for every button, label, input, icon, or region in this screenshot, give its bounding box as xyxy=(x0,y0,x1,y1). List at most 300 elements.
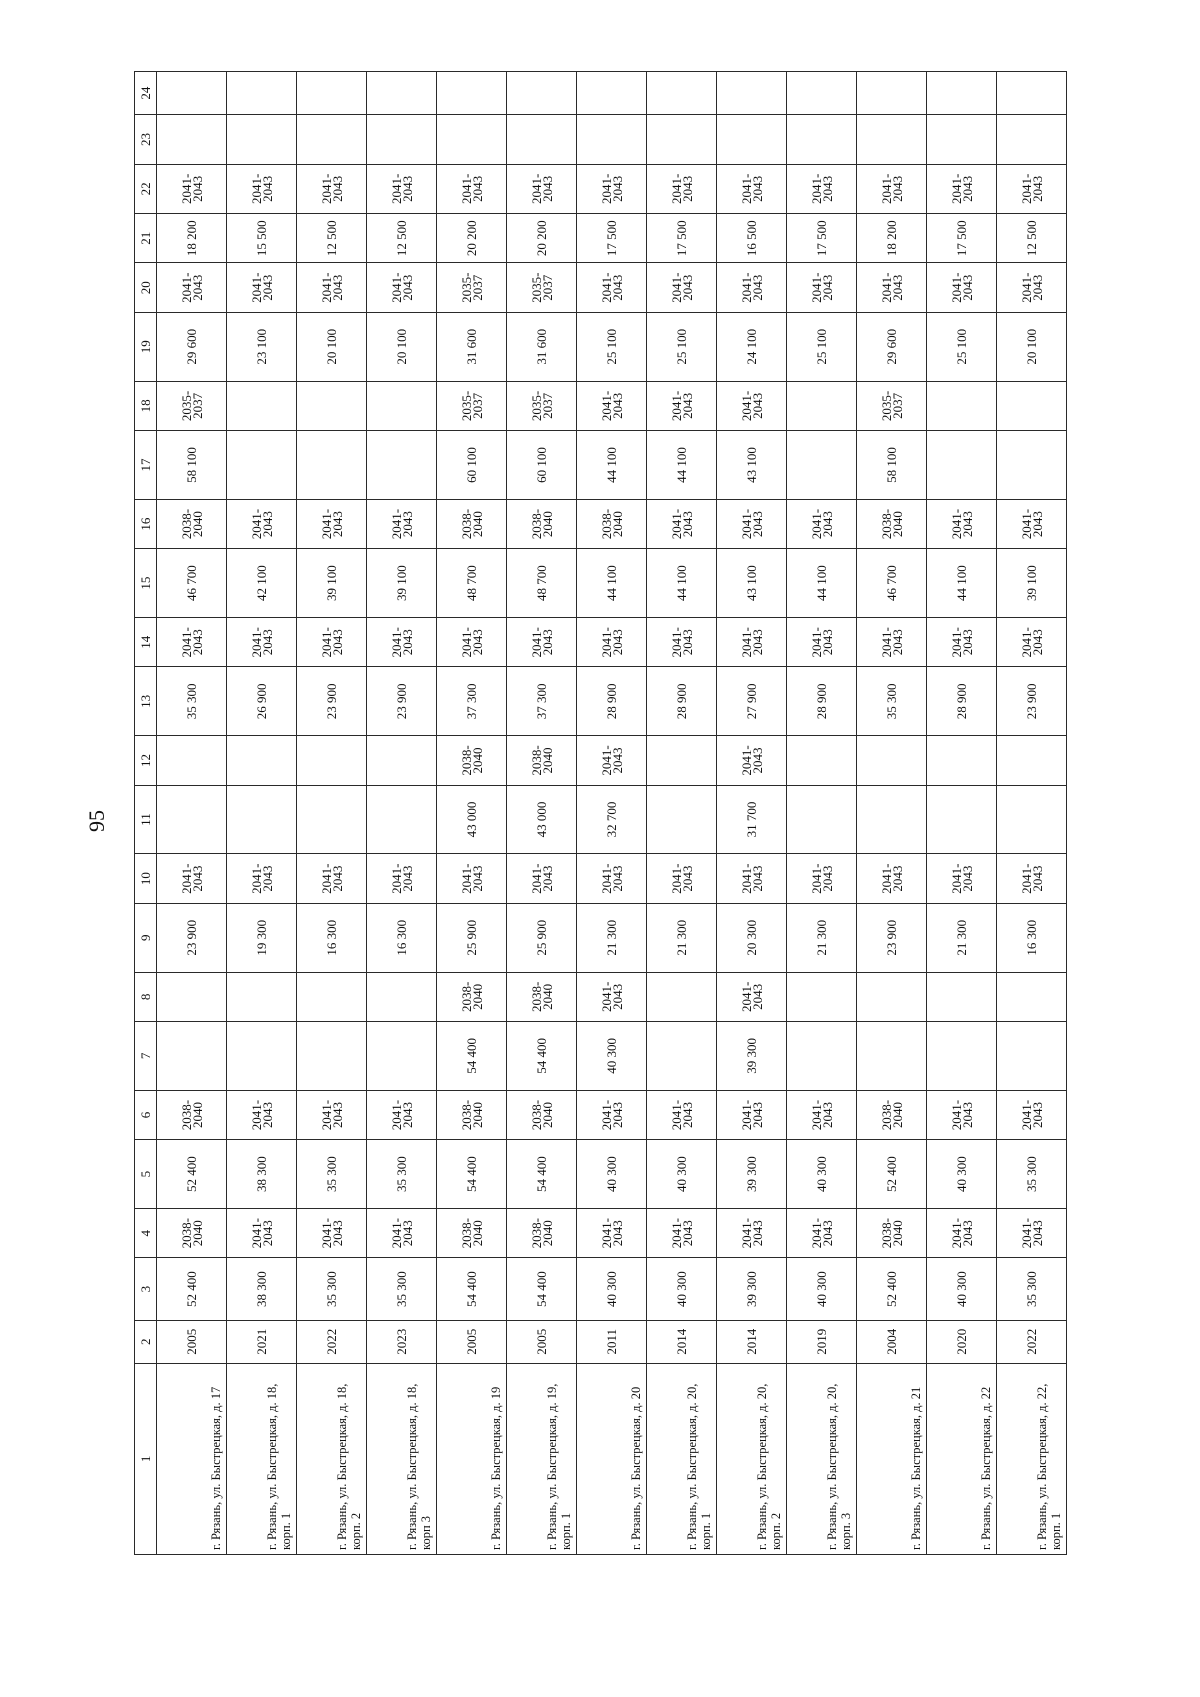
cost-cell: 54 400 xyxy=(507,1140,577,1209)
cost-cell: 35 300 xyxy=(997,1140,1067,1209)
column-header-13: 13 xyxy=(135,667,157,736)
table-row xyxy=(157,72,227,1555)
table-row xyxy=(927,72,997,1555)
cost-cell xyxy=(507,115,577,164)
cost-cell: 26 900 xyxy=(227,667,297,736)
period-cell: 2041-2043 xyxy=(227,499,297,548)
column-header-18: 18 xyxy=(135,381,157,430)
cost-cell xyxy=(787,785,857,854)
cost-cell xyxy=(227,431,297,500)
period-cell: 2038-2040 xyxy=(577,499,647,548)
cost-cell: 29 600 xyxy=(157,312,227,381)
cost-cell: 40 300 xyxy=(647,1258,717,1320)
column-header-9: 9 xyxy=(135,903,157,972)
period-cell: 2041-2043 xyxy=(367,263,437,312)
column-header-24: 24 xyxy=(135,72,157,115)
column-header-17: 17 xyxy=(135,431,157,500)
cost-cell xyxy=(297,1022,367,1091)
period-cell: 2038-2040 xyxy=(437,972,507,1021)
cost-cell: 23 100 xyxy=(227,312,297,381)
period-cell: 2041-2043 xyxy=(997,164,1067,213)
cost-cell xyxy=(367,115,437,164)
period-cell: 2041-2043 xyxy=(227,618,297,667)
cost-cell: 35 300 xyxy=(367,1140,437,1209)
period-cell: 2041-2043 xyxy=(577,263,647,312)
period-cell: 2041-2043 xyxy=(787,854,857,903)
cost-cell xyxy=(297,972,367,1021)
cost-cell: 44 100 xyxy=(787,549,857,618)
period-cell: 2041-2043 xyxy=(367,164,437,213)
period-cell: 2035-2037 xyxy=(437,381,507,430)
year-cell: 2005 xyxy=(157,1320,227,1363)
address-cell: г. Рязань, ул. Быстрецкая, д. 18, корп. 2 xyxy=(297,1363,367,1554)
table-body xyxy=(157,72,1067,1555)
period-cell: 2041-2043 xyxy=(297,1208,367,1257)
period-cell: 2038-2040 xyxy=(507,972,577,1021)
table-row xyxy=(787,72,857,1555)
cost-cell xyxy=(367,785,437,854)
period-cell: 2041-2043 xyxy=(717,854,787,903)
cost-cell: 28 900 xyxy=(577,667,647,736)
address-cell: г. Рязань, ул. Быстрецкая, д. 20, корп. 3 xyxy=(787,1363,857,1554)
period-cell: 2041-2043 xyxy=(647,1090,717,1139)
cost-cell xyxy=(157,785,227,854)
cost-cell: 18 200 xyxy=(857,214,927,263)
cost-cell: 23 900 xyxy=(367,667,437,736)
cost-cell: 40 300 xyxy=(787,1140,857,1209)
cost-cell xyxy=(997,431,1067,500)
period-cell: 2038-2040 xyxy=(857,1208,927,1257)
cost-cell xyxy=(927,381,997,430)
period-cell: 2038-2040 xyxy=(507,736,577,785)
cost-cell xyxy=(927,431,997,500)
period-cell: 2041-2043 xyxy=(367,499,437,548)
cost-cell: 37 300 xyxy=(507,667,577,736)
cost-cell xyxy=(787,1022,857,1091)
cost-cell xyxy=(787,736,857,785)
cost-cell: 20 200 xyxy=(507,214,577,263)
period-cell: 2041-2043 xyxy=(787,1090,857,1139)
cost-cell xyxy=(997,785,1067,854)
period-cell: 2041-2043 xyxy=(577,1208,647,1257)
cost-cell: 20 100 xyxy=(997,312,1067,381)
cost-cell: 12 500 xyxy=(297,214,367,263)
cost-cell xyxy=(437,72,507,115)
period-cell: 2041-2043 xyxy=(227,1090,297,1139)
cost-cell xyxy=(927,72,997,115)
period-cell: 2041-2043 xyxy=(927,164,997,213)
cost-cell xyxy=(997,381,1067,430)
cost-cell: 40 300 xyxy=(927,1258,997,1320)
cost-cell: 40 300 xyxy=(577,1258,647,1320)
cost-cell: 43 100 xyxy=(717,431,787,500)
cost-cell: 21 300 xyxy=(787,903,857,972)
cost-cell: 25 100 xyxy=(927,312,997,381)
period-cell: 2041-2043 xyxy=(997,854,1067,903)
period-cell: 2035-2037 xyxy=(857,381,927,430)
cost-cell: 54 400 xyxy=(437,1140,507,1209)
cost-cell xyxy=(227,1022,297,1091)
period-cell: 2038-2040 xyxy=(437,1090,507,1139)
period-cell: 2041-2043 xyxy=(997,1208,1067,1257)
cost-cell xyxy=(227,72,297,115)
column-header-5: 5 xyxy=(135,1140,157,1209)
cost-cell xyxy=(997,1022,1067,1091)
cost-cell xyxy=(367,431,437,500)
column-header-19: 19 xyxy=(135,312,157,381)
cost-cell: 31 600 xyxy=(507,312,577,381)
cost-cell xyxy=(857,736,927,785)
period-cell: 2041-2043 xyxy=(717,972,787,1021)
cost-cell xyxy=(927,115,997,164)
cost-cell xyxy=(297,736,367,785)
period-cell: 2041-2043 xyxy=(857,854,927,903)
column-number-header-row xyxy=(135,72,157,1555)
period-cell: 2041-2043 xyxy=(297,854,367,903)
cost-cell: 48 700 xyxy=(437,549,507,618)
cost-cell: 25 900 xyxy=(437,903,507,972)
period-cell: 2041-2043 xyxy=(647,618,717,667)
period-cell: 2035-2037 xyxy=(157,381,227,430)
cost-cell: 28 900 xyxy=(647,667,717,736)
cost-cell: 40 300 xyxy=(577,1022,647,1091)
cost-cell: 35 300 xyxy=(367,1258,437,1320)
cost-cell xyxy=(227,785,297,854)
cost-cell: 54 400 xyxy=(437,1258,507,1320)
period-cell: 2038-2040 xyxy=(857,499,927,548)
period-cell: 2041-2043 xyxy=(367,1090,437,1139)
column-header-23: 23 xyxy=(135,115,157,164)
address-cell: г. Рязань, ул. Быстрецкая, д. 18, корп 3 xyxy=(367,1363,437,1554)
period-cell: 2041-2043 xyxy=(437,854,507,903)
period-cell: 2041-2043 xyxy=(577,618,647,667)
column-header-15: 15 xyxy=(135,549,157,618)
year-cell: 2019 xyxy=(787,1320,857,1363)
period-cell: 2041-2043 xyxy=(927,1208,997,1257)
cost-cell: 39 300 xyxy=(717,1022,787,1091)
period-cell: 2041-2043 xyxy=(717,618,787,667)
column-header-10: 10 xyxy=(135,854,157,903)
period-cell: 2041-2043 xyxy=(297,263,367,312)
cost-cell: 17 500 xyxy=(647,214,717,263)
cost-cell: 28 900 xyxy=(787,667,857,736)
cost-cell xyxy=(297,72,367,115)
column-header-22: 22 xyxy=(135,164,157,213)
cost-cell: 21 300 xyxy=(577,903,647,972)
period-cell: 2041-2043 xyxy=(227,854,297,903)
cost-cell xyxy=(157,972,227,1021)
cost-cell: 48 700 xyxy=(507,549,577,618)
period-cell: 2038-2040 xyxy=(857,1090,927,1139)
period-cell: 2041-2043 xyxy=(717,263,787,312)
cost-cell: 25 100 xyxy=(787,312,857,381)
cost-cell xyxy=(437,115,507,164)
cost-cell: 29 600 xyxy=(857,312,927,381)
cost-cell: 20 300 xyxy=(717,903,787,972)
cost-cell xyxy=(367,1022,437,1091)
cost-cell: 38 300 xyxy=(227,1258,297,1320)
period-cell: 2041-2043 xyxy=(297,499,367,548)
period-cell: 2038-2040 xyxy=(507,499,577,548)
period-cell: 2041-2043 xyxy=(297,1090,367,1139)
cost-cell xyxy=(507,72,577,115)
cost-cell: 39 100 xyxy=(297,549,367,618)
page-number: 95 xyxy=(84,810,109,832)
cost-cell xyxy=(997,972,1067,1021)
cost-cell: 17 500 xyxy=(577,214,647,263)
period-cell: 2041-2043 xyxy=(297,164,367,213)
cost-cell: 39 300 xyxy=(717,1140,787,1209)
address-cell: г. Рязань, ул. Быстрецкая, д. 22 xyxy=(927,1363,997,1554)
cost-cell: 35 300 xyxy=(997,1258,1067,1320)
period-cell: 2041-2043 xyxy=(717,1090,787,1139)
cost-cell: 23 900 xyxy=(857,903,927,972)
cost-cell: 60 100 xyxy=(507,431,577,500)
period-cell: 2041-2043 xyxy=(787,499,857,548)
year-cell: 2014 xyxy=(647,1320,717,1363)
cost-cell: 32 700 xyxy=(577,785,647,854)
address-cell: г. Рязань, ул. Быстрецкая, д. 19, корп. 1 xyxy=(507,1363,577,1554)
cost-cell: 35 300 xyxy=(297,1258,367,1320)
cost-cell xyxy=(857,785,927,854)
period-cell: 2041-2043 xyxy=(367,618,437,667)
period-cell: 2041-2043 xyxy=(717,1208,787,1257)
cost-cell: 42 100 xyxy=(227,549,297,618)
period-cell: 2041-2043 xyxy=(857,164,927,213)
period-cell: 2041-2043 xyxy=(577,164,647,213)
period-cell: 2041-2043 xyxy=(577,972,647,1021)
cost-cell xyxy=(367,381,437,430)
cost-cell: 44 100 xyxy=(647,549,717,618)
period-cell: 2041-2043 xyxy=(787,1208,857,1257)
cost-cell xyxy=(787,431,857,500)
cost-cell: 54 400 xyxy=(437,1022,507,1091)
period-cell: 2041-2043 xyxy=(717,381,787,430)
cost-cell xyxy=(367,72,437,115)
cost-cell: 52 400 xyxy=(157,1140,227,1209)
cost-cell xyxy=(997,736,1067,785)
cost-cell xyxy=(227,381,297,430)
cost-cell xyxy=(927,1022,997,1091)
table-row xyxy=(437,72,507,1555)
cost-cell: 24 100 xyxy=(717,312,787,381)
cost-cell xyxy=(647,736,717,785)
column-header-3: 3 xyxy=(135,1258,157,1320)
cost-cell: 19 300 xyxy=(227,903,297,972)
period-cell: 2041-2043 xyxy=(717,164,787,213)
period-cell: 2041-2043 xyxy=(927,1090,997,1139)
cost-cell xyxy=(927,785,997,854)
cost-cell: 58 100 xyxy=(157,431,227,500)
period-cell: 2041-2043 xyxy=(507,854,577,903)
period-cell: 2041-2043 xyxy=(227,263,297,312)
cost-cell: 31 700 xyxy=(717,785,787,854)
cost-cell: 39 100 xyxy=(997,549,1067,618)
cost-cell: 20 100 xyxy=(367,312,437,381)
period-cell: 2038-2040 xyxy=(507,1208,577,1257)
year-cell: 2005 xyxy=(507,1320,577,1363)
year-cell: 2021 xyxy=(227,1320,297,1363)
period-cell: 2041-2043 xyxy=(157,263,227,312)
cost-cell: 16 300 xyxy=(297,903,367,972)
period-cell: 2041-2043 xyxy=(157,854,227,903)
cost-cell: 52 400 xyxy=(857,1140,927,1209)
cost-cell: 20 100 xyxy=(297,312,367,381)
cost-cell xyxy=(297,785,367,854)
cost-cell xyxy=(647,972,717,1021)
column-header-1: 1 xyxy=(135,1363,157,1554)
cost-cell xyxy=(857,72,927,115)
period-cell: 2041-2043 xyxy=(367,854,437,903)
year-cell: 2011 xyxy=(577,1320,647,1363)
period-cell: 2041-2043 xyxy=(227,164,297,213)
period-cell: 2041-2043 xyxy=(577,381,647,430)
cost-cell: 46 700 xyxy=(157,549,227,618)
period-cell: 2041-2043 xyxy=(647,854,717,903)
table-row xyxy=(647,72,717,1555)
period-cell: 2041-2043 xyxy=(647,381,717,430)
address-cell: г. Рязань, ул. Быстрецкая, д. 17 xyxy=(157,1363,227,1554)
cost-cell: 46 700 xyxy=(857,549,927,618)
cost-cell xyxy=(647,785,717,854)
address-cell: г. Рязань, ул. Быстрецкая, д. 19 xyxy=(437,1363,507,1554)
year-cell: 2020 xyxy=(927,1320,997,1363)
year-cell: 2023 xyxy=(367,1320,437,1363)
period-cell: 2041-2043 xyxy=(647,263,717,312)
period-cell: 2041-2043 xyxy=(997,499,1067,548)
cost-cell: 16 300 xyxy=(367,903,437,972)
capital-repair-schedule-table xyxy=(134,71,1067,1555)
cost-cell xyxy=(647,115,717,164)
cost-cell: 23 900 xyxy=(997,667,1067,736)
address-cell: г. Рязань, ул. Быстрецкая, д. 20 xyxy=(577,1363,647,1554)
period-cell: 2038-2040 xyxy=(507,1090,577,1139)
cost-cell xyxy=(787,381,857,430)
cost-cell xyxy=(157,1022,227,1091)
cost-cell: 18 200 xyxy=(157,214,227,263)
period-cell: 2038-2040 xyxy=(437,1208,507,1257)
cost-cell xyxy=(647,1022,717,1091)
cost-cell xyxy=(857,972,927,1021)
table-row xyxy=(507,72,577,1555)
period-cell: 2041-2043 xyxy=(157,618,227,667)
year-cell: 2005 xyxy=(437,1320,507,1363)
table-row xyxy=(717,72,787,1555)
cost-cell: 40 300 xyxy=(787,1258,857,1320)
column-header-20: 20 xyxy=(135,263,157,312)
column-header-8: 8 xyxy=(135,972,157,1021)
cost-cell: 44 100 xyxy=(577,431,647,500)
cost-cell: 23 900 xyxy=(157,903,227,972)
period-cell: 2041-2043 xyxy=(787,164,857,213)
cost-cell: 25 900 xyxy=(507,903,577,972)
period-cell: 2038-2040 xyxy=(157,1208,227,1257)
period-cell: 2041-2043 xyxy=(927,499,997,548)
cost-cell: 40 300 xyxy=(927,1140,997,1209)
address-cell: г. Рязань, ул. Быстрецкая, д. 22, корп. 1 xyxy=(997,1363,1067,1554)
cost-cell: 54 400 xyxy=(507,1258,577,1320)
cost-cell: 17 500 xyxy=(927,214,997,263)
period-cell: 2041-2043 xyxy=(437,618,507,667)
cost-cell xyxy=(367,972,437,1021)
cost-cell: 17 500 xyxy=(787,214,857,263)
cost-cell: 35 300 xyxy=(157,667,227,736)
period-cell: 2041-2043 xyxy=(437,164,507,213)
address-cell: г. Рязань, ул. Быстрецкая, д. 20, корп. 2 xyxy=(717,1363,787,1554)
period-cell: 2041-2043 xyxy=(157,164,227,213)
cost-cell: 52 400 xyxy=(157,1258,227,1320)
cost-cell: 44 100 xyxy=(927,549,997,618)
period-cell: 2041-2043 xyxy=(717,736,787,785)
period-cell: 2041-2043 xyxy=(717,499,787,548)
period-cell: 2038-2040 xyxy=(157,1090,227,1139)
period-cell: 2041-2043 xyxy=(927,618,997,667)
column-header-12: 12 xyxy=(135,736,157,785)
cost-cell: 35 300 xyxy=(297,1140,367,1209)
period-cell: 2041-2043 xyxy=(647,164,717,213)
cost-cell: 21 300 xyxy=(647,903,717,972)
cost-cell xyxy=(927,972,997,1021)
column-header-7: 7 xyxy=(135,1022,157,1091)
address-cell: г. Рязань, ул. Быстрецкая, д. 18, корп. 1 xyxy=(227,1363,297,1554)
column-header-6: 6 xyxy=(135,1090,157,1139)
column-header-2: 2 xyxy=(135,1320,157,1363)
cost-cell xyxy=(157,736,227,785)
cost-cell: 43 100 xyxy=(717,549,787,618)
cost-cell: 12 500 xyxy=(367,214,437,263)
period-cell: 2041-2043 xyxy=(647,499,717,548)
cost-cell xyxy=(997,115,1067,164)
cost-cell xyxy=(997,72,1067,115)
cost-cell xyxy=(227,736,297,785)
cost-cell xyxy=(717,72,787,115)
cost-cell: 21 300 xyxy=(927,903,997,972)
period-cell: 2041-2043 xyxy=(577,854,647,903)
cost-cell: 25 100 xyxy=(577,312,647,381)
cost-cell: 43 000 xyxy=(437,785,507,854)
period-cell: 2041-2043 xyxy=(997,1090,1067,1139)
cost-cell: 40 300 xyxy=(647,1140,717,1209)
cost-cell: 16 300 xyxy=(997,903,1067,972)
cost-cell: 35 300 xyxy=(857,667,927,736)
cost-cell xyxy=(297,431,367,500)
cost-cell: 39 300 xyxy=(717,1258,787,1320)
period-cell: 2041-2043 xyxy=(297,618,367,667)
column-header-11: 11 xyxy=(135,785,157,854)
cost-cell: 25 100 xyxy=(647,312,717,381)
cost-cell: 44 100 xyxy=(647,431,717,500)
cost-cell: 54 400 xyxy=(507,1022,577,1091)
period-cell: 2041-2043 xyxy=(787,618,857,667)
cost-cell xyxy=(577,72,647,115)
cost-cell: 40 300 xyxy=(577,1140,647,1209)
period-cell: 2041-2043 xyxy=(927,263,997,312)
cost-cell: 44 100 xyxy=(577,549,647,618)
cost-cell: 20 200 xyxy=(437,214,507,263)
cost-cell xyxy=(857,115,927,164)
table-row xyxy=(577,72,647,1555)
cost-cell: 39 100 xyxy=(367,549,437,618)
table-row xyxy=(367,72,437,1555)
cost-cell: 12 500 xyxy=(997,214,1067,263)
column-header-14: 14 xyxy=(135,618,157,667)
period-cell: 2041-2043 xyxy=(997,263,1067,312)
table-row xyxy=(997,72,1067,1555)
period-cell: 2038-2040 xyxy=(437,499,507,548)
period-cell: 2041-2043 xyxy=(577,736,647,785)
cost-cell: 15 500 xyxy=(227,214,297,263)
period-cell: 2041-2043 xyxy=(507,164,577,213)
